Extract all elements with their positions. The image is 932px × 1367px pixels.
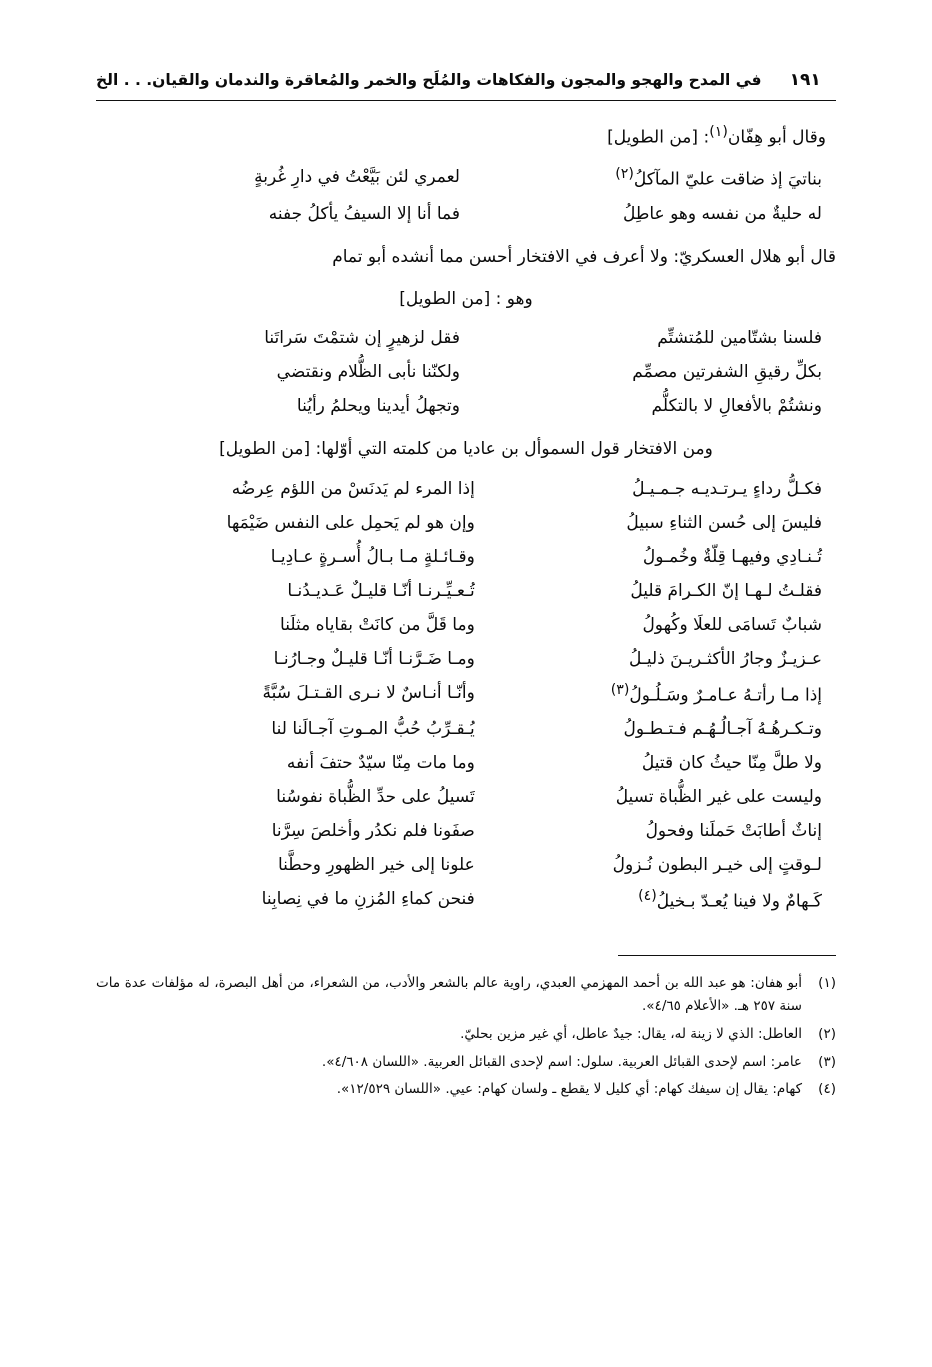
footnote-item [96,1023,836,1047]
verse-line [96,642,836,676]
hemistich-second: صفَونا فلم نكدُر وأخلصَ سِرَّنا [271,821,475,842]
verse-line [96,389,836,423]
hemistich-second: يُـقـرِّبُ حُبُّ المـوتِ آجـالَنا لنا [271,719,475,740]
hemistich-first: شبابٌ تَسامَى للعلَا وكُهولُ [642,614,822,635]
hemistich-first: بكلِّ رقيقِ الشفرتين مصمِّم [632,362,822,383]
hemistich-first: ولا طلَّ مِنّا حيثُ كان قتيلُ [641,753,822,774]
hemistich-second: وما مات مِنّا سيّدٌ حتفَ أنفه [286,753,475,774]
footnote-number: (١) [818,974,836,991]
hemistich-first: فلسنا بشتّامين للمُتشتِّم [657,328,822,349]
footnote-number: (٣) [818,1053,836,1070]
hemistich-first: إذا مـا رأتـهُ عـامـرٌ وسَـلُـولُ$^{(٣)}$ [610,681,822,706]
hemistich-first: فكـلُّ رداءٍ يـرتـديـه جـمـيـلُ [632,478,822,499]
footnote-item [96,1051,836,1075]
verse-line [96,355,836,389]
verse-line [96,712,836,746]
hemistich-second: تَسيلُ على حدِّ الظُّباة نفوسُنا [276,787,475,808]
hemistich-first: وتـكـرهُـهُ آجـالُـهُـم فـتـطـولُ [623,719,822,740]
verse-line [96,608,836,642]
hemistich-first: إناثٌ أطابَتْ حَملَنا وفحولُ [645,821,822,842]
verse-line [96,160,836,197]
verse-line [96,882,836,919]
hemistich-first: كَـهامٌ ولا فينا يُعـدّ بـخيلُ$^{(٤)}$ [638,888,822,912]
page-header [96,70,836,90]
verse-line [96,676,836,713]
verse-line [96,472,836,506]
hemistich-second: وما قَلَّ من كانَتْ بقاياه مثلَنا [280,614,475,635]
footnote-number: (٢) [818,1026,836,1043]
verse-line [96,197,836,231]
hemistich-first: لـوقتٍ إلى خيـر البطون نُـزولُ [612,855,822,876]
hemistich-second: وتجهلُ أيدينا ويحلمُ رأيُنا [296,396,460,417]
header-divider [96,100,836,101]
hemistich-second: تُـعـيِّـرنـا أنّـا قليـلٌ عَـديـدُنـا [287,580,475,601]
hemistich-first: بناتيَ إذ ضاقت عليّ المآكلُ$^{(٢)}$ [615,165,822,190]
verse-line [96,540,836,574]
hemistich-first: فقلـتُ لـهـا إنّ الكـرامَ قليلُ [630,580,822,601]
hemistich-second: فما أنا إلا السيفُ يأكلُ جفنه [268,203,460,224]
hemistich-first: عـزيـزٌ وجارُ الأكثـريـنَ ذليـلُ [629,648,822,669]
hemistich-second: ولكنّنا نأبى الظُّلام ونقتضي [276,362,460,383]
running-head-title: في المدح والهجو والمجون والفكاهات والمُلَح والخمر والمُعاقرة والندمان والقيان. . . الخ [96,71,762,89]
verse-line [96,746,836,780]
footnote-separator [618,955,836,956]
hemistich-second: وإن هو لم يَحمِل على النفس ضَيْمَها [226,512,475,533]
footnote-text: أبو هفان: هو عبد الله بن أحمد المهزمي العبدي، راوية عالم بالشعر والأدب، من الشعراء، من أهل البصرة، له مؤلفات عدة مات سنة ٢٥٧ هـ. «الأعلام ٤/٦٥». [96,974,802,1015]
footnotes-block [96,966,836,1102]
hemistich-second: فقل لزهيرٍ إن شتمْتَ سَراتَنا [264,328,460,349]
hemistich-second: إذا المرء لم يَدنَسْ من اللؤم عِرضُه [231,478,475,499]
hemistich-second: فنحن كماءِ المُزنِ ما في نِصابِنا [261,889,475,910]
hemistich-second: علونا إلى خير الظهورِ وحطَّنا [277,855,475,876]
poem-abu-hiffan [96,160,836,231]
intro-paragraph-2b: وهو : [من الطويل] [399,288,533,309]
verse-line [96,848,836,882]
verse-line [96,506,836,540]
poem-samawal [96,472,836,919]
footnote-number: (٤) [818,1081,836,1098]
hemistich-second: ومـا ضَـرَّنـا أنّـا قليـلٌ وجـارُنـا [273,648,475,669]
footnote-item [96,972,836,1019]
hemistich-second: لعمري لئن بَيَّعْتُ في دارِ غُربةٍ [254,166,460,187]
intro-paragraph-2: قال أبو هلال العسكريّ: ولا أعرف في الافتخار أحسن مما أنشده أبو تمام [332,246,836,267]
hemistich-first: له حليةٌ من نفسه وهو عاطِلُ [622,203,822,224]
footnote-text: العاطل: الذي لا زينة له، يقال: جيدٌ عاطل، أي غير مزين بحليّ. [460,1026,802,1043]
page-number: ١٩١ [789,70,821,90]
hemistich-first: فليسَ إلى حُسن الثناءِ سبيلُ [626,512,822,533]
verse-line [96,814,836,848]
footnote-text: كهام: يقال إن سيفك كهام: أي كليل لا يقطع ـ ولسان كهام: عيي. «اللسان ١٢/٥٢٩». [336,1081,802,1098]
poem-abu-tammam [96,321,836,423]
hemistich-second: وأنّـا أنـاسٌ لا نـرى القـتـلَ سُبَّةً [262,682,475,703]
intro-line-1: وقال أبو هِفّان$^{(١)}$: [من الطويل] [607,124,826,148]
footnote-item [96,1078,836,1102]
verse-line [96,574,836,608]
verse-line [96,780,836,814]
verse-line [96,321,836,355]
hemistich-first: تُـنـادِي وفيهـا قِلّةٌ وخُمـولُ [642,546,822,567]
footnote-text: عامر: اسم لإحدى القبائل العربية. سلول: اسم لإحدى القبائل العربية. «اللسان ٤/٦٠٨». [321,1053,802,1070]
hemistich-second: وقـائـلةٍ مـا بـالُ أُسـرةٍ عـادِيـا [270,546,475,567]
hemistich-first: وليست على غير الظُّباة تسيلُ [615,787,822,808]
intro-paragraph-3: ومن الافتخار قول السموأل بن عاديا من كلمته التي أوّلها: [من الطويل] [219,439,713,460]
hemistich-first: ونشتُمْ بالأفعالِ لا بالتكلُّم [651,396,822,417]
